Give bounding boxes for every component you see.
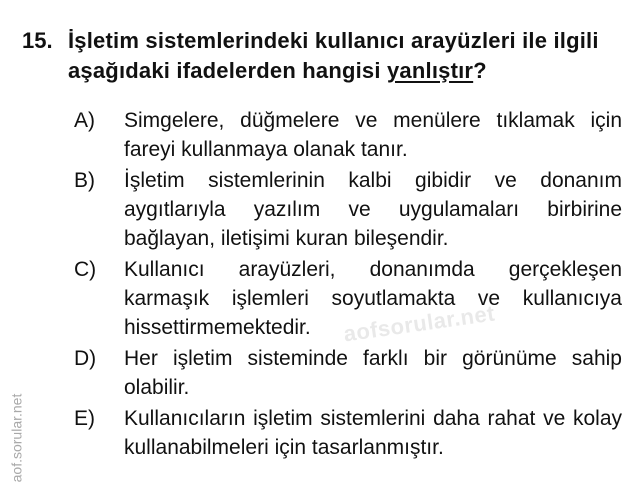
question-number: 15. xyxy=(22,28,53,53)
option-letter: E) xyxy=(74,407,95,430)
option-e[interactable] xyxy=(74,404,622,462)
stem-text: İşletim sistemlerindeki kullanıcı arayüzleri ile ilgili aşağıdaki ifadelerden hangisi xyxy=(68,28,599,83)
option-letter: C) xyxy=(74,258,97,281)
option-d[interactable] xyxy=(74,344,622,402)
stem-question-mark: ? xyxy=(473,58,487,83)
stem-negative-word: yanlıştır xyxy=(387,58,474,83)
side-watermark: aof.sorular.net xyxy=(8,393,25,483)
option-text: Kullanıcıların işletim sistemlerini daha rahat ve kolay kullanabilmeleri için tasarlanmıştır. xyxy=(124,407,622,459)
option-text: Her işletim sisteminde farklı bir görünüme sahip olabilir. xyxy=(124,347,622,399)
option-a[interactable] xyxy=(74,106,622,164)
option-text: Simgelere, düğmelere ve menülere tıklamak için fareyi kullanmaya olanak tanır. xyxy=(124,109,622,161)
question-stem xyxy=(68,26,622,86)
option-text: Kullanıcı arayüzleri, donanımda gerçekleşen karmaşık işlemleri soyutlamakta ve kullanıcıya hissettirmemektedir. xyxy=(124,258,622,339)
option-b[interactable] xyxy=(74,166,622,253)
option-letter: B) xyxy=(74,169,95,192)
answer-options xyxy=(74,106,622,464)
option-letter: D) xyxy=(74,347,97,370)
question xyxy=(22,26,622,86)
watermark: aofsorular.net xyxy=(341,300,497,347)
option-letter: A) xyxy=(74,109,95,132)
option-c[interactable] xyxy=(74,255,622,342)
option-text: İşletim sistemlerinin kalbi gibidir ve donanım aygıtlarıyla yazılım ve uygulamaları birbirine bağlayan, iletişimi kuran bileşendir. xyxy=(124,169,622,250)
